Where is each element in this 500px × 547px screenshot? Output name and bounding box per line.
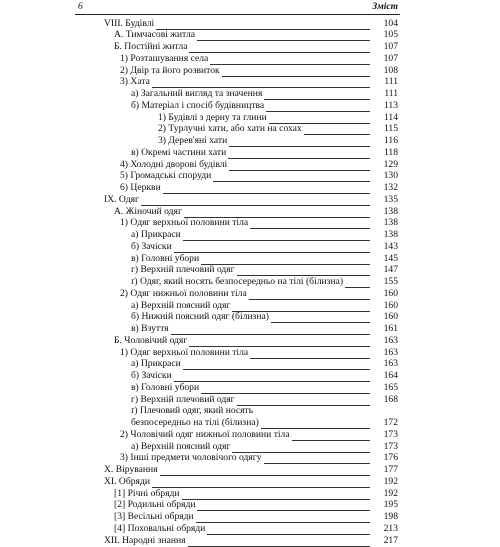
toc-entry-label: б) Нижній поясний одяг (білизна) xyxy=(131,311,269,323)
toc-entry-page: 116 xyxy=(383,135,398,147)
toc-entry-page: 172 xyxy=(383,417,398,429)
toc-entry-page: 173 xyxy=(383,440,398,452)
toc-entry-page: 114 xyxy=(383,111,398,123)
toc-entry-label: в) Окремі частини хати xyxy=(131,146,227,158)
running-title: Зміст xyxy=(372,2,398,12)
toc-entry-label: 3) Дерев'яні хати xyxy=(158,135,228,147)
toc-entry-label: в) Головні убори xyxy=(131,381,200,393)
toc-entry-label: а) Верхній поясний одяг xyxy=(131,299,231,311)
toc-entry-page: 107 xyxy=(383,52,398,64)
toc-entry-label: 1) Одяг верхньої половини тіла xyxy=(120,346,249,358)
toc-entry xyxy=(0,405,500,417)
toc-entry-page: 195 xyxy=(383,499,398,511)
toc-entry-page: 163 xyxy=(383,358,398,370)
toc-entry-label: 3) Хата xyxy=(120,76,150,88)
toc-entry-page: 138 xyxy=(383,217,398,229)
toc-entry-page: 105 xyxy=(383,29,398,41)
toc-entry xyxy=(0,241,500,253)
toc-entry xyxy=(0,394,500,406)
toc-entry xyxy=(0,441,500,453)
page-number: 6 xyxy=(78,2,83,12)
toc-entry xyxy=(0,264,500,276)
toc-entry-page: 165 xyxy=(383,381,398,393)
toc-entry-page: 160 xyxy=(383,311,398,323)
toc-entry-page: 113 xyxy=(383,99,398,111)
toc-entry xyxy=(0,488,500,500)
toc-entry xyxy=(0,88,500,100)
toc-entry-label: а) Прикраси xyxy=(131,229,181,241)
toc-entry-page: 176 xyxy=(383,452,398,464)
toc-entry-label: 3) Інші предмети чоловічого одягу xyxy=(120,452,262,464)
toc-entry xyxy=(0,276,500,288)
toc-entry-page: 138 xyxy=(383,229,398,241)
toc-entry-label: б) Зачіски xyxy=(131,240,172,252)
toc-entry xyxy=(0,41,500,53)
toc-entry-page: 177 xyxy=(383,464,398,476)
toc-entry-label: а) Верхній поясний одяг xyxy=(131,440,231,452)
toc-entry-page: 107 xyxy=(383,41,398,53)
toc-entry-page: 111 xyxy=(384,76,398,88)
toc-entry-label: X. Вірування xyxy=(104,464,158,476)
toc-entry-page: 130 xyxy=(383,170,398,182)
toc-entry-label: 4) Холодні дворові будівлі xyxy=(120,158,228,170)
toc-entry xyxy=(0,311,500,323)
toc-entry-label: б) Матеріал і спосіб будівництва xyxy=(131,99,265,111)
toc-entry-label: А. Жіночий одяг xyxy=(114,205,182,217)
toc-entry-label: 2) Двір та його розвиток xyxy=(120,64,220,76)
toc-entry xyxy=(0,18,500,30)
toc-entry-label: Б. Постійні житла xyxy=(114,41,188,53)
header-rule xyxy=(75,14,400,15)
toc-entry-page: 173 xyxy=(383,428,398,440)
toc-entry xyxy=(0,523,500,535)
toc-entry xyxy=(0,347,500,359)
toc-entry-label: 1) Будівлі з дерну та глини xyxy=(158,111,267,123)
toc-entry-page: 160 xyxy=(383,299,398,311)
toc-entry-page: 217 xyxy=(383,534,398,546)
toc-entry xyxy=(0,452,500,464)
toc-entry-page: 155 xyxy=(383,276,398,288)
toc-entry xyxy=(0,300,500,312)
toc-entry-label: а) Загальний вигляд та значення xyxy=(131,88,263,100)
toc-entry xyxy=(0,112,500,124)
toc-entry xyxy=(0,535,500,547)
toc-entry-label: в) Головні убори xyxy=(131,252,200,264)
toc-entry xyxy=(0,29,500,41)
toc-entry xyxy=(0,170,500,182)
toc-entry-page: 192 xyxy=(383,475,398,487)
toc-entry xyxy=(0,323,500,335)
toc-entry-label: VIII. Будівлі xyxy=(104,17,155,29)
toc-entry-label: 1) Розташування села xyxy=(120,52,209,64)
toc-entry xyxy=(0,65,500,77)
toc-entry xyxy=(0,370,500,382)
toc-entry xyxy=(0,182,500,194)
toc-entry-label: А. Тимчасові житла xyxy=(114,29,196,41)
toc-entry xyxy=(0,499,500,511)
toc-entry-page: 161 xyxy=(383,323,398,335)
toc-entry-page: 160 xyxy=(383,287,398,299)
toc-entry-label: ґ) Одяг, який носять безпосередньо на тілі (білизна) xyxy=(131,276,344,288)
toc-entry-page: 135 xyxy=(383,193,398,205)
toc-entry-page: 104 xyxy=(383,17,398,29)
toc-entry xyxy=(0,76,500,88)
toc-entry-label: XI. Обряди xyxy=(104,475,150,487)
toc-entry xyxy=(0,194,500,206)
toc-entry xyxy=(0,464,500,476)
toc-entry xyxy=(0,253,500,265)
toc-entry-label: 2) Одяг нижньої половини тіла xyxy=(120,287,247,299)
leader-rule xyxy=(188,546,370,547)
toc-entry-page: 192 xyxy=(383,487,398,499)
toc-entry-page: 118 xyxy=(383,146,398,158)
toc-entry-page: 145 xyxy=(383,252,398,264)
toc-entry-label: 2) Турлучні хати, або хати на сохах xyxy=(158,123,302,135)
toc-entry-label: а) Прикраси xyxy=(131,358,181,370)
toc-entry xyxy=(0,217,500,229)
toc-entry-label: IX. Одяг xyxy=(104,193,139,205)
toc-entry-label: г) Верхній плечовий одяг xyxy=(131,264,235,276)
toc-entry-label: г) Верхній плечовий одяг xyxy=(131,393,235,405)
toc-entry-page: 115 xyxy=(383,123,398,135)
toc-entry-label: в) Взуття xyxy=(131,323,169,335)
toc-entry-label: [4] Поховальні обряди xyxy=(114,522,206,534)
toc-entry xyxy=(0,123,500,135)
toc-entry-label: [1] Річні обряди xyxy=(114,487,180,499)
toc-entry xyxy=(0,159,500,171)
toc-entry-page: 164 xyxy=(383,370,398,382)
toc-entry-page: 163 xyxy=(383,346,398,358)
toc-entry xyxy=(0,206,500,218)
toc-entry-label: 5) Громадські споруди xyxy=(120,170,212,182)
toc-entry xyxy=(0,382,500,394)
toc-entry-page: 198 xyxy=(383,511,398,523)
toc-entry xyxy=(0,53,500,65)
toc-entry xyxy=(0,147,500,159)
toc-entry xyxy=(0,417,500,429)
toc-entry xyxy=(0,100,500,112)
toc-entry xyxy=(0,335,500,347)
toc-entry-page: 147 xyxy=(383,264,398,276)
toc-entry-label: 6) Церкви xyxy=(120,182,161,194)
toc-entry-label: безпосередньо на тілі (білизна) xyxy=(131,417,259,429)
toc-entry xyxy=(0,358,500,370)
toc-entry-label: Б. Чоловічий одяг xyxy=(114,334,188,346)
toc-entry-page: 163 xyxy=(383,334,398,346)
toc-entry-page: 111 xyxy=(384,88,398,100)
toc-entry xyxy=(0,288,500,300)
toc-entry-label: [2] Родильні обряди xyxy=(114,499,196,511)
toc-entry xyxy=(0,511,500,523)
toc-entry-page: 129 xyxy=(383,158,398,170)
toc-entry xyxy=(0,135,500,147)
toc-entry-label: 1) Одяг верхньої половини тіла xyxy=(120,217,249,229)
toc-entry-page: 132 xyxy=(383,182,398,194)
toc-entry-page: 108 xyxy=(383,64,398,76)
toc-entry xyxy=(0,229,500,241)
toc-entry-page: 213 xyxy=(383,522,398,534)
toc-entry-page: 168 xyxy=(383,393,398,405)
toc-entry-page: 138 xyxy=(383,205,398,217)
toc-entry-label: [3] Весільні обряди xyxy=(114,511,194,523)
toc-entry xyxy=(0,476,500,488)
toc-entry-label: 2) Чоловічий одяг нижньої половини тіла xyxy=(120,428,290,440)
toc-entry-label: б) Зачіски xyxy=(131,370,172,382)
table-of-contents xyxy=(0,18,500,547)
toc-entry-label: XII. Народні знання xyxy=(104,534,186,546)
toc-entry-page: 143 xyxy=(383,240,398,252)
toc-entry xyxy=(0,429,500,441)
toc-entry-label: ґ) Плечовий одяг, який носять xyxy=(131,405,254,417)
